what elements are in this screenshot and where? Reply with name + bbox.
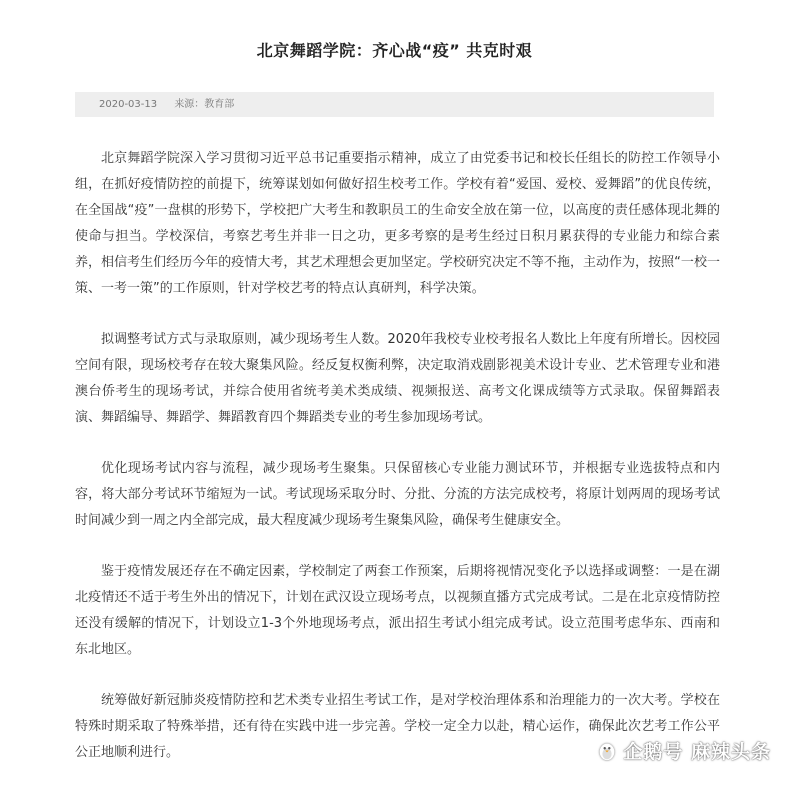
article-paragraph: 统筹做好新冠肺炎疫情防控和艺术类专业招生考试工作，是对学校治理体系和治理能力的一次大考。学校在特殊时期采取了特殊举措，还有待在实践中进一步完善。学校一定全力以赴，精心运作，确保此次艺考工作公平公正地顺利进行。 [75,693,720,760]
watermark-text: 企鹅号 麻辣头条 [623,741,771,763]
article-paragraph: 鉴于疫情发展还存在不确定因素，学校制定了两套工作预案，后期将视情况变化予以选择或调整：一是在湖北疫情还不适于考生外出的情况下，计划在武汉设立现场考点，以视频直播方式完成考试。二是在北京疫情防控还没有缓解的情况下，计划设立1-3个外地现场考点，派出招生考试小组完成考试。设立范围考虑华东、西南和东北地区。 [75,564,720,657]
article-source: 来源：教育部 [174,99,235,110]
publish-date: 2020-03-13 [99,99,158,110]
article-paragraph: 优化现场考试内容与流程，减少现场考生聚集。只保留核心专业能力测试环节，并根据专业选拔特点和内容，将大部分考试环节缩短为一试。考试现场采取分时、分批、分流的方法完成校考，将原计划两周的现场考试时间减少到一周之内全部完成，最大程度减少现场考生聚集风险，确保考生健康安全。 [75,461,720,528]
article-paragraph: 北京舞蹈学院深入学习贯彻习近平总书记重要指示精神，成立了由党委书记和校长任组长的防控工作领导小组，在抓好疫情防控的前提下，统筹谋划如何做好招生校考工作。学校有着“爱国、爱校、爱舞蹈”的优良传统，在全国战“疫”一盘棋的形势下，学校把广大考生和教职员工的生命安全放在第一位，以高度的责任感体现北舞的使命与担当。学校深信，考察艺考生并非一日之功，更多考察的是考生经过日积月累获得的专业能力和综合素养，相信考生们经历今年的疫情大考，其艺术理想会更加坚定。学校研究决定不等不拖，主动作为，按照“一校一策、一考一策”的工作原则，针对学校艺考的特点认真研判，科学决策。 [75,151,720,296]
article-paragraph: 拟调整考试方式与录取原则，减少现场考生人数。2020年我校专业校考报名人数比上年度有所增长。因校园空间有限，现场校考存在较大聚集风险。经反复权衡利弊，决定取消戏剧影视美术设计专业、艺术管理专业和港澳台侨考生的现场考试，并综合使用省统考美术类成绩、视频报送、高考文化课成绩等方式录取。保留舞蹈表演、舞蹈编导、舞蹈学、舞蹈教育四个舞蹈类专业的考生参加现场考试。 [75,332,720,425]
penguin-icon [596,740,618,762]
watermark [596,737,771,764]
article-title: 北京舞蹈学院：齐心战“疫” 共克时艰 [256,41,533,60]
article-body [75,146,720,791]
article-meta-bar [75,92,714,117]
